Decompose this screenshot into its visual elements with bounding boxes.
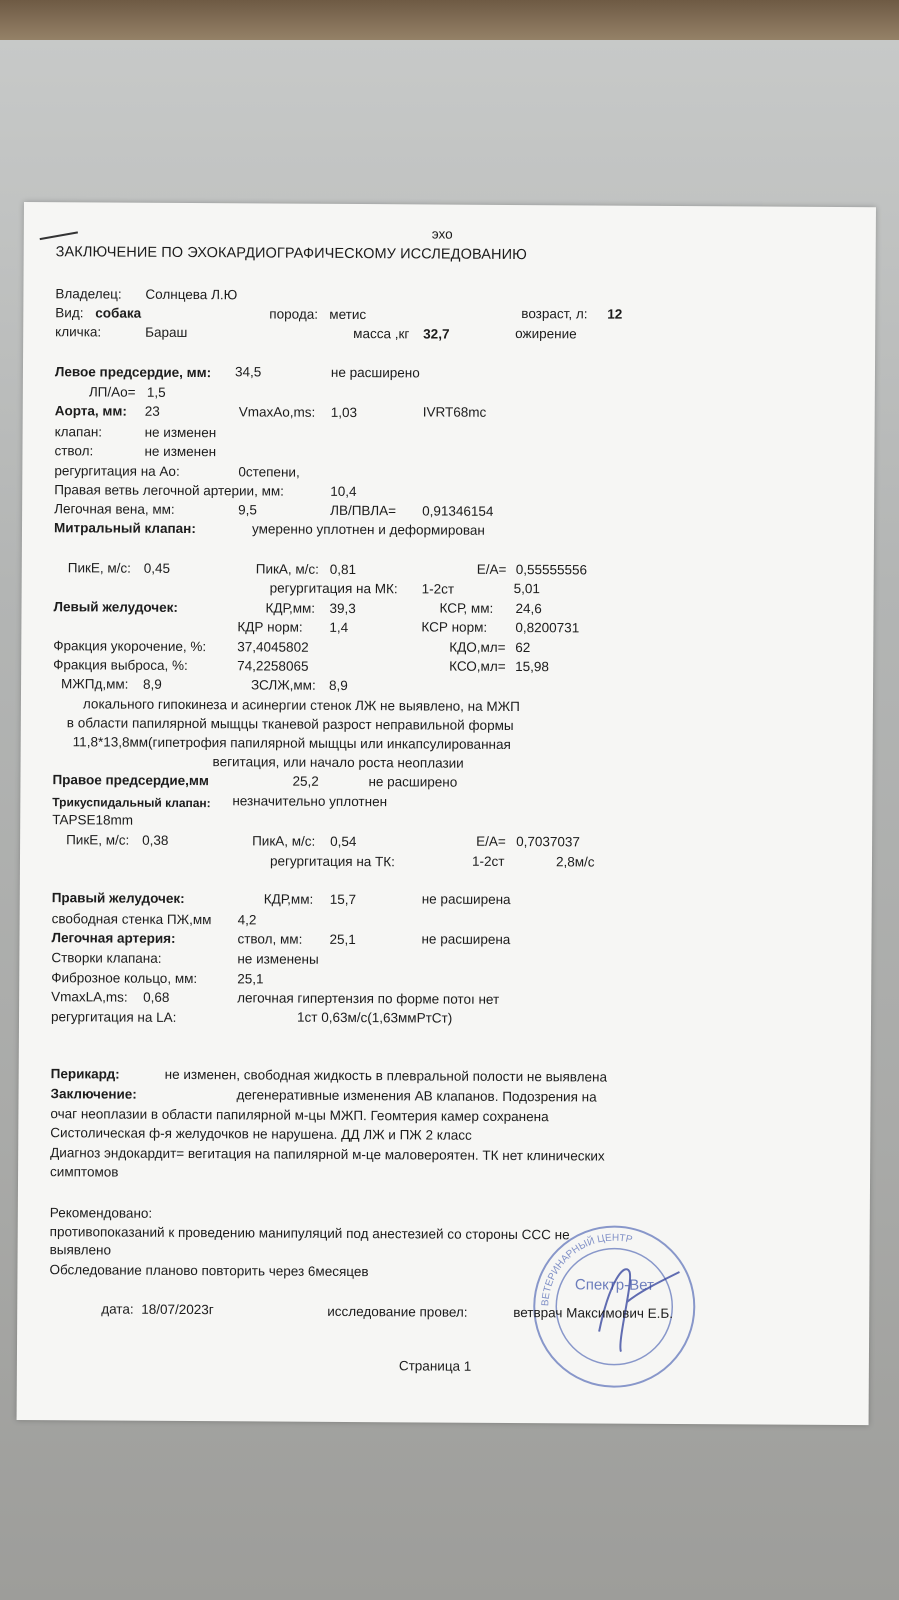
lv-kdr-norm-label: КДР норм:: [237, 619, 303, 635]
mv-pa-label: ПикА, м/с:: [255, 561, 320, 577]
lv-ef-label: Фракция выброса, %:: [53, 657, 188, 674]
ao-trunk-value: не изменен: [144, 443, 217, 460]
pulm-leaflets-value: не изменены: [237, 951, 319, 967]
pulm-ring-label: Фиброзное кольцо, мм:: [51, 970, 198, 987]
conclusion-line-1: дегенеративные изменения АВ клапанов. Подозрения на: [236, 1087, 597, 1105]
pulm-trunk-label: ствол, мм:: [237, 931, 303, 947]
tapse-value: TAPSE18mm: [52, 812, 134, 828]
mv-ea-label: Е/А=: [476, 561, 507, 577]
document-page: [17, 202, 876, 1425]
ao-regurg-value: 0степени,: [238, 464, 300, 480]
conclusion-label: Заключение:: [50, 1086, 137, 1102]
ao-trunk-label: ствол:: [54, 443, 94, 459]
lv-kdo-label: КДО,мл=: [449, 639, 506, 655]
doctor-value: ветврач Максимович Е.Б.: [513, 1305, 674, 1321]
pv-value: 9,5: [238, 502, 257, 518]
mv-regurg-velocity: 5,01: [513, 580, 540, 597]
pulm-trunk-value: 25,1: [329, 931, 356, 948]
pulm-regurg-label: регургитация на LA:: [50, 1009, 177, 1025]
lv-kdr-label: КДР,мм:: [265, 600, 316, 616]
lv-lvpw-label: ЗСЛЖ,мм:: [251, 677, 316, 693]
pulm-regurg-value: 1ст 0,63м/с(1,63ммРтСт): [296, 1009, 453, 1026]
stamp-center-text: Спектр-Вет: [574, 1276, 654, 1294]
page-number: Страница 1: [398, 1358, 472, 1374]
name-value: Бараш: [145, 324, 188, 341]
la-value: 34,5: [234, 364, 262, 380]
recommend-line-1: противопоказаний к проведению манипуляций под анестезией со стороны ССС не: [49, 1224, 570, 1243]
breed-label: порода:: [269, 306, 319, 322]
ra-status: не расширено: [368, 774, 458, 790]
conclusion-line-5: симптомов: [50, 1164, 119, 1180]
pulm-vmax-value: 0,68: [143, 989, 170, 1005]
la-ao-value: 1,5: [146, 384, 166, 400]
tv-regurg-label: регургитация на ТК:: [269, 853, 395, 870]
stamp-ring-text: ВЕТЕРИНАРНЫЙ ЦЕНТР: [540, 1232, 634, 1307]
lv-kdo-value: 62: [515, 640, 531, 656]
tv-ea-value: 0,7037037: [516, 834, 580, 850]
rv-status: не расширена: [421, 891, 511, 907]
conclusion-line-4: Диагноз эндокардит= вегитация на папилярной м-це маловероятен. ТК нет клинических: [50, 1145, 605, 1164]
pulm-vmax-label: VmaxLA,ms:: [51, 989, 128, 1005]
pa-branch-value: 10,4: [330, 483, 357, 500]
name-label: кличка:: [55, 324, 102, 340]
tv-pe-value: 0,38: [142, 832, 169, 848]
mv-regurg-value: 1-2ст: [421, 581, 455, 597]
mv-pa-value: 0,81: [329, 561, 357, 578]
pericard-value: не изменен, свободная жидкость в плевральной полости не выявлена: [164, 1066, 608, 1085]
tricuspid-value: незначительно уплотнен: [232, 793, 388, 810]
lv-lvpw-value: 8,9: [329, 677, 348, 693]
pulm-label: Легочная артерия:: [51, 930, 176, 946]
lv-note-line-3: 11,8*13,8мм(гипетрофия папилярной мыщцы или инкапсулированная: [72, 734, 511, 752]
lv-ksr-value: 24,6: [515, 601, 542, 617]
owner-label: Владелец:: [55, 286, 122, 302]
mitral-value: умеренно уплотнен и деформирован: [251, 521, 485, 538]
pv-label: Легочная вена, мм:: [54, 501, 175, 517]
pen-mark-icon: [38, 228, 82, 242]
tv-pa-value: 0,54: [330, 833, 357, 850]
age-value: 12: [607, 306, 623, 322]
ao-valve-value: не изменен: [144, 424, 217, 441]
ao-valve-label: клапан:: [54, 424, 103, 440]
owner-value: Солнцева Л.Ю: [145, 286, 238, 303]
lv-ef-value: 74,2258065: [237, 658, 309, 674]
top-label: эхо: [431, 226, 453, 242]
tv-ea-label: Е/А=: [476, 833, 506, 849]
mitral-label: Митральный клапан:: [53, 520, 196, 537]
tv-regurg-velocity: 2,8м/с: [555, 854, 595, 870]
lv-fs-label: Фракция укорочение, %:: [53, 638, 207, 655]
document-title: ЗАКЛЮЧЕНИЕ ПО ЭХОКАРДИОГРАФИЧЕСКОМУ ИССЛЕДОВАНИЮ: [55, 244, 527, 264]
lv-ivs-value: 8,9: [143, 676, 162, 692]
species-label: Вид:: [55, 305, 84, 321]
ivrt-value: IVRT68mc: [422, 404, 487, 420]
breed-value: метис: [329, 306, 367, 323]
la-label: Левое предсердие, мм:: [54, 364, 212, 381]
recommend-line-2: выявлено: [49, 1242, 112, 1258]
aorta-label: Аорта, мм:: [54, 403, 127, 419]
lv-note-line-1: локального гипокинеза и асинергии стенок ЛЖ не выявлено, на МЖП: [82, 696, 520, 715]
recommend-label: Рекомендовано:: [49, 1205, 153, 1221]
pulm-ring-value: 25,1: [237, 971, 264, 987]
pericard-label: Перикард:: [50, 1066, 120, 1082]
lv-kso-value: 15,98: [515, 659, 550, 675]
lv-ksr-norm-value: 0,8200731: [515, 620, 580, 636]
tv-pa-label: ПикА, м/с:: [252, 833, 316, 849]
rv-wall-label: свободная стенка ПЖ,мм: [51, 911, 212, 928]
mv-pe-value: 0,45: [143, 560, 171, 576]
ra-value: 25,2: [292, 773, 319, 789]
lv-kdr-norm-value: 1,4: [329, 619, 349, 635]
mv-regurg-label: регургитация на МК:: [269, 580, 398, 597]
pv-ratio-value: 0,91346154: [422, 503, 494, 519]
conclusion-line-3: Систолическая ф-я желудочков не нарушена. ДД ЛЖ и ПЖ 2 класс: [50, 1125, 472, 1143]
date-value: 18/07/2023г: [141, 1301, 214, 1318]
aorta-value: 23: [144, 403, 160, 419]
mv-ea-value: 0,55555556: [515, 562, 588, 578]
conclusion-line-2: очаг неоплазии в области папилярной м-цы МЖП. Геомтерия камер сохранена: [50, 1106, 549, 1125]
la-status: не расширено: [330, 364, 420, 381]
ao-regurg-label: регургитация на Ао:: [54, 463, 180, 479]
lv-note-line-4: вегитация, или начало роста неоплазии: [212, 754, 464, 771]
recommend-line-3: Обследование планово повторить через 6месяцев: [49, 1262, 369, 1280]
ra-label: Правое предсердие,мм: [52, 772, 209, 789]
age-label: возраст, л:: [521, 306, 588, 322]
pv-ratio-label: ЛВ/ПВЛА=: [330, 502, 397, 519]
pa-branch-label: Правая ветвь легочной артерии, мм:: [54, 482, 285, 499]
lv-kso-label: КСО,мл=: [449, 658, 506, 674]
lv-ksr-norm-label: КСР норм:: [421, 619, 488, 635]
mv-pe-label: ПикЕ, м/с:: [67, 560, 132, 576]
mass-label: масса ,кг: [353, 326, 410, 342]
rv-label: Правый желудочек:: [51, 890, 185, 906]
rv-kdr-value: 15,7: [329, 891, 357, 908]
rv-wall-value: 4,2: [237, 912, 257, 928]
lv-label: Левый желудочек:: [53, 599, 178, 615]
vmax-ao-label: VmaxAo,ms:: [238, 404, 316, 420]
lv-kdr-value: 39,3: [329, 600, 356, 617]
obesity-note: ожирение: [515, 326, 577, 342]
pulm-hypertension: легочная гипертензия по форме потоı нет: [237, 990, 500, 1007]
vmax-ao-value: 1,03: [330, 404, 358, 421]
mass-value: 32,7: [423, 326, 450, 342]
la-ao-label: ЛП/Ао=: [88, 384, 136, 400]
pulm-leaflets-label: Створки клапана:: [51, 950, 162, 966]
tv-pe-label: ПикЕ, м/с:: [66, 832, 130, 848]
date-label: дата:: [101, 1301, 134, 1317]
lv-ksr-label: КСР, мм:: [439, 600, 494, 616]
lv-note-line-2: в области папилярной мыщцы тканевой разрост неправильной формы: [66, 715, 514, 734]
pulm-status: не расширена: [421, 931, 511, 947]
rv-kdr-label: КДР,мм:: [263, 891, 314, 907]
svg-text:ВЕТЕРИНАРНЫЙ ЦЕНТР: [540, 1232, 634, 1307]
doctor-label: исследование провел:: [327, 1303, 468, 1320]
lv-ivs-label: МЖПд,мм:: [61, 676, 129, 692]
tricuspid-label: Трикуспидальный клапан:: [52, 795, 211, 811]
species-value: собака: [95, 305, 142, 321]
tv-regurg-value: 1-2ст: [471, 853, 505, 869]
lv-fs-value: 37,4045802: [237, 639, 309, 655]
